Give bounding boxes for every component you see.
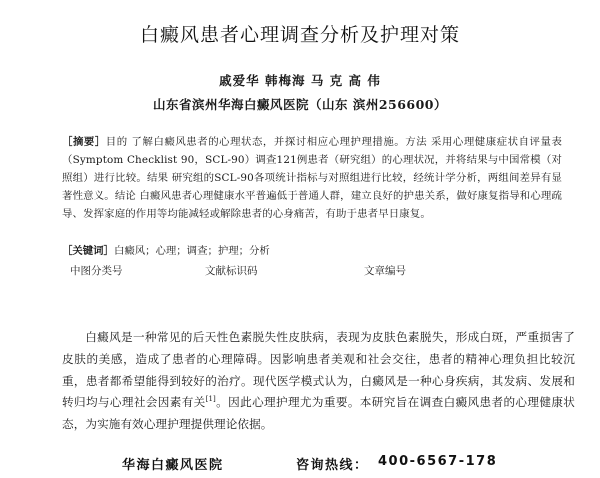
abstract-text: 目的 了解白癜风患者的心理状态，并探讨相应心理护理措施。方法 采用心理健康症状自评量表（Symptom Checklist 90，SCL-90）调查121例患者（研究组）的心理状况，并将结果与中国常模（对照组）进行比较。结果 研究组的SCL-90各项统计指标与对照组进行比较，经统计学分析，两组间差异有显著性意义。结论 白癜风患者心理健康水平普遍低于普通人群，建立良好的护患关系，做好康复指导和心理疏导、发挥家庭的作用等均能减轻或解除患者的心身痛苦，有助于患者早日康复。 (62, 136, 562, 220)
footer-hospital-name: 华海白癜风医院 (122, 458, 224, 473)
paper-title: 白癜风患者心理调查分析及护理对策 (139, 24, 460, 46)
keywords (62, 243, 562, 259)
keywords-text: 白癜风；心理；调查；护理；分析 (113, 245, 270, 257)
body-text-part-2: 。因此心理护理尤为重要。本研究旨在调查白癜风患者的心理健康状态，为实施有效心理护理提供理论依据。 (62, 395, 575, 432)
clc-number-label: 中图分类号 (70, 265, 123, 277)
body-text-part-1: 白癜风是一种常见的后天性色素脱失性皮肤病，表现为皮肤色素脱失，形成白斑，严重损害了皮肤的美感，造成了患者的心理障碍。因影响患者美观和社会交往，患者的精神心理负担比较沉重，患者都希望能得到较好的治疗。现代医学模式认为，白癜风是一种心身疾病，其发病、发展和转归均与心理社会因素有关 (62, 330, 575, 410)
citation-reference: [1] (205, 395, 216, 404)
keywords-label: ［关键词］ (62, 245, 114, 257)
author-affiliation: 山东省滨州华海白癜风医院（山东 滨州256600） (152, 97, 448, 112)
footer-hotline-label: 咨询热线： (296, 458, 369, 473)
document-code-label: 文献标识码 (205, 265, 258, 277)
abstract-label: ［摘要］ (62, 136, 106, 148)
body-paragraph (62, 327, 575, 436)
author-list: 戚爱华 韩梅海 马 克 高 伟 (219, 73, 381, 88)
classification-row (0, 263, 600, 279)
abstract (62, 133, 562, 223)
footer-hotline-number: 400-6567-178 (378, 454, 498, 469)
article-number-label: 文章编号 (364, 265, 406, 277)
footer-banner (0, 454, 600, 474)
